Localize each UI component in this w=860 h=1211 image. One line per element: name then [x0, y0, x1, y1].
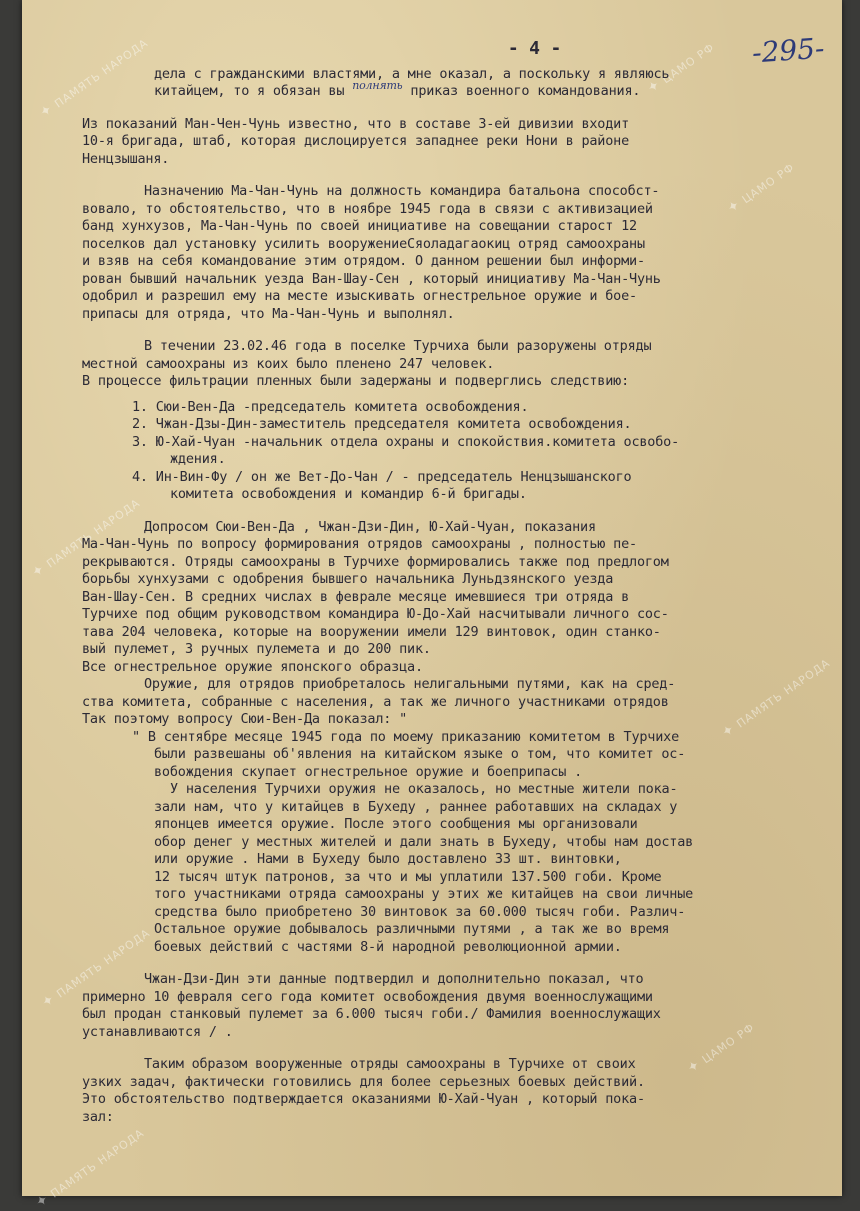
text-line: зал: — [82, 1108, 114, 1125]
line-gap — [82, 1041, 837, 1056]
text-line: " В сентябре месяце 1945 года по моему приказанию комитетом в Турчихе — [132, 728, 680, 745]
text-line: Турчихе под общим руководством командира Ю-До-Хай насчитывали личного сос- — [82, 606, 669, 622]
text-line: примерно 10 февраля сего года комитет освобождения двумя военнослужащими — [82, 988, 653, 1005]
watermark: ✦ ПАМЯТЬ НАРОДА — [718, 656, 833, 742]
text-line: припасы для отряда, что Ма-Чан-Чунь и выполнял. — [82, 305, 455, 322]
text-line: 12 тысяч штук патронов, за что и мы уплатили 137.500 гоби. Кроме — [154, 868, 662, 885]
text-line: Так поэтому вопросу Сюи-Вен-Да показал: " — [82, 711, 408, 727]
text-line: В процессе фильтрации пленных были задержаны и подверглись следствию: — [82, 373, 630, 389]
line-gap — [82, 101, 837, 116]
watermark-text: ПАМЯТЬ НАРОДА — [48, 1126, 147, 1201]
text-line: боевых действий с частями 8-й народной революционной армии. — [154, 938, 622, 955]
watermark-text: ПАМЯТЬ НАРОДА — [44, 496, 143, 571]
text-line: устанавливаются / . — [82, 1023, 233, 1040]
watermark-text: ЦАМО РФ — [699, 1020, 758, 1067]
text-line: узких задач, фактически готовились для более серьезных боевых действий. — [82, 1073, 645, 1090]
text-line: Таким образом вооруженные отряды самоохраны в Турчихе от своих — [144, 1056, 636, 1072]
watermark-text: ПАМЯТЬ НАРОДА — [734, 656, 833, 731]
text-line: 2. Чжан-Дзы-Дин-заместитель председателя комитета освобождения. — [132, 416, 632, 432]
text-line: Остальное оружие добывалось различными путями , а так же во время — [154, 921, 670, 937]
document-page — [22, 0, 842, 1211]
line-gap — [82, 504, 837, 519]
text-line: Все огнестрельное оружие японского образца. — [82, 658, 423, 675]
line-gap — [82, 391, 837, 399]
watermark-text: ЦАМО РФ — [739, 160, 798, 207]
text-line: тава 204 человека, которые на вооружении имели 129 винтовок, один станко- — [82, 623, 661, 640]
handwritten-insertion: полнять — [352, 79, 403, 92]
document-text — [82, 40, 837, 1126]
archive-page-number: -295- — [750, 31, 826, 70]
text-line: дела с гражданскими властями, а мне оказал, а поскольку я являюсь — [154, 65, 670, 82]
watermark-text: ЦАМО РФ — [659, 40, 718, 87]
text-line: Допросом Сюи-Вен-Да , Чжан-Дзи-Дин, Ю-Хай-Чуан, показания — [144, 518, 596, 535]
text-line: 10-я бригада, штаб, которая дислоцируется западнее реки Нони в районе — [82, 133, 630, 149]
text-line: того участниками отряда самоохраны у этих же китайцев на свои личные — [154, 886, 694, 902]
line-gap — [82, 168, 837, 183]
text-line: ства комитета, собранные с населения, а так же личного участниками отрядов — [82, 693, 669, 710]
watermark-text: ПАМЯТЬ НАРОДА — [54, 926, 153, 1001]
text-line: одобрил и разрешил ему на месте изыскивать огнестрельное оружие и бое- — [82, 288, 637, 304]
text-line: вовало, то обстоятельство, что в ноябре 1945 года в связи с активизацией — [82, 200, 653, 217]
watermark: ✦ ЦАМО РФ — [684, 1020, 758, 1077]
text-line: Ма-Чан-Чунь по вопросу формирования отрядов самоохраны , полностью пе- — [82, 536, 637, 552]
text-line: зали нам, что у китайцев в Бухеду , раннее работавших на складах у — [154, 798, 678, 815]
text-line: 3. Ю-Хай-Чуан -начальник отдела охраны и спокойствия.комитета освобо- — [132, 433, 680, 450]
watermark: ✦ ЦАМО РФ — [644, 40, 718, 97]
watermark: ✦ ПАМЯТЬ НАРОДА — [38, 926, 153, 1012]
text-line: Из показаний Ман-Чен-Чунь известно, что в составе 3-ей дивизии входит — [82, 115, 630, 132]
text-line: Чжан-Дзи-Дин эти данные подтвердил и дополнительно показал, что — [144, 971, 644, 987]
text-line: или оружие . Нами в Бухеду было доставлено 33 шт. винтовки, — [154, 851, 622, 867]
text-line: рован бывший начальник уезда Ван-Шау-Сен , который инициативу Ма-Чан-Чунь — [82, 270, 661, 287]
text-line: был продан станковый пулемет за 6.000 тысяч гоби./ Фамилия военнослужащих — [82, 1006, 661, 1022]
text-line: обор денег у местных жителей и дали знать в Бухеду, чтобы нам достав — [154, 833, 694, 850]
text-line: японцев имеется оружие. После этого сообщения мы организовали — [154, 816, 638, 832]
text-line: и взяв на себя командование этим отрядом. О данном решении был информи- — [82, 253, 645, 269]
watermark: ✦ ПАМЯТЬ НАРОДА — [28, 496, 143, 582]
text-line: Это обстоятельство подтверждается оказаниями Ю-Хай-Чуан , который пока- — [82, 1091, 645, 1107]
page-number: - 4 - — [507, 38, 562, 59]
watermark: ✦ ПАМЯТЬ НАРОДА — [36, 36, 151, 122]
text-line: вый пулемет, 3 ручных пулемета и до 200 пик. — [82, 641, 431, 657]
watermark-text: ПАМЯТЬ НАРОДА — [52, 36, 151, 111]
text-line: Ван-Шау-Сен. В средних числах в феврале месяце имевшиеся три отряда в — [82, 588, 630, 605]
text-line: ждения. — [170, 451, 226, 467]
text-line: В течении 23.02.46 года в поселке Турчиха были разоружены отряды — [144, 338, 652, 354]
text-line: 4. Ин-Вин-Фу / он же Вет-До-Чан / - председатель Ненцзышанского — [132, 468, 632, 485]
text-line: Ненцзышаня. — [82, 150, 170, 167]
line-gap — [82, 323, 837, 338]
text-line: местной самоохраны из коих было пленено 247 человек. — [82, 355, 495, 372]
line-gap — [82, 956, 837, 971]
watermark: ✦ ЦАМО РФ — [724, 160, 798, 217]
text-line: борьбы хунхузами с одобрения бывшего начальника Луньдзянского уезда — [82, 571, 614, 587]
text-line: Оружие, для отрядов приобреталось нелигальными путями, как на сред- — [144, 676, 676, 692]
text-line: банд хунхузов, Ма-Чан-Чунь по своей инициативе на совещании старост 12 — [82, 218, 637, 234]
text-line: 1. Сюи-Вен-Да -председатель комитета освобождения. — [132, 398, 529, 415]
text-line: китайцем, то я обязан вы $^{полнять}$ приказ военного командования. — [154, 79, 641, 99]
text-line: средства было приобретено 30 винтовок за 60.000 тысяч гоби. Различ- — [154, 903, 686, 920]
text-line: вобождения скупает огнестрельное оружие и боеприпасы . — [154, 763, 583, 780]
watermark: ✦ ПАМЯТЬ НАРОДА — [32, 1126, 147, 1211]
text-line: поселков дал установку усилить вооружениеСяоладагаокиц отряд самоохраны — [82, 235, 645, 252]
text-line: были развешаны об'явления на китайском языке о том, что комитет ос- — [154, 746, 686, 762]
text-line: Назначению Ма-Чан-Чунь на должность командира батальона способст- — [144, 183, 660, 199]
text-line: рекрываются. Отряды самоохраны в Турчихе формировались также под предлогом — [82, 553, 669, 570]
text-line: У населения Турчихи оружия не оказалось, но местные жители пока- — [170, 781, 678, 797]
text-line: комитета освобождения и командир 6-й бригады. — [170, 486, 527, 502]
body-lines — [82, 66, 837, 1127]
